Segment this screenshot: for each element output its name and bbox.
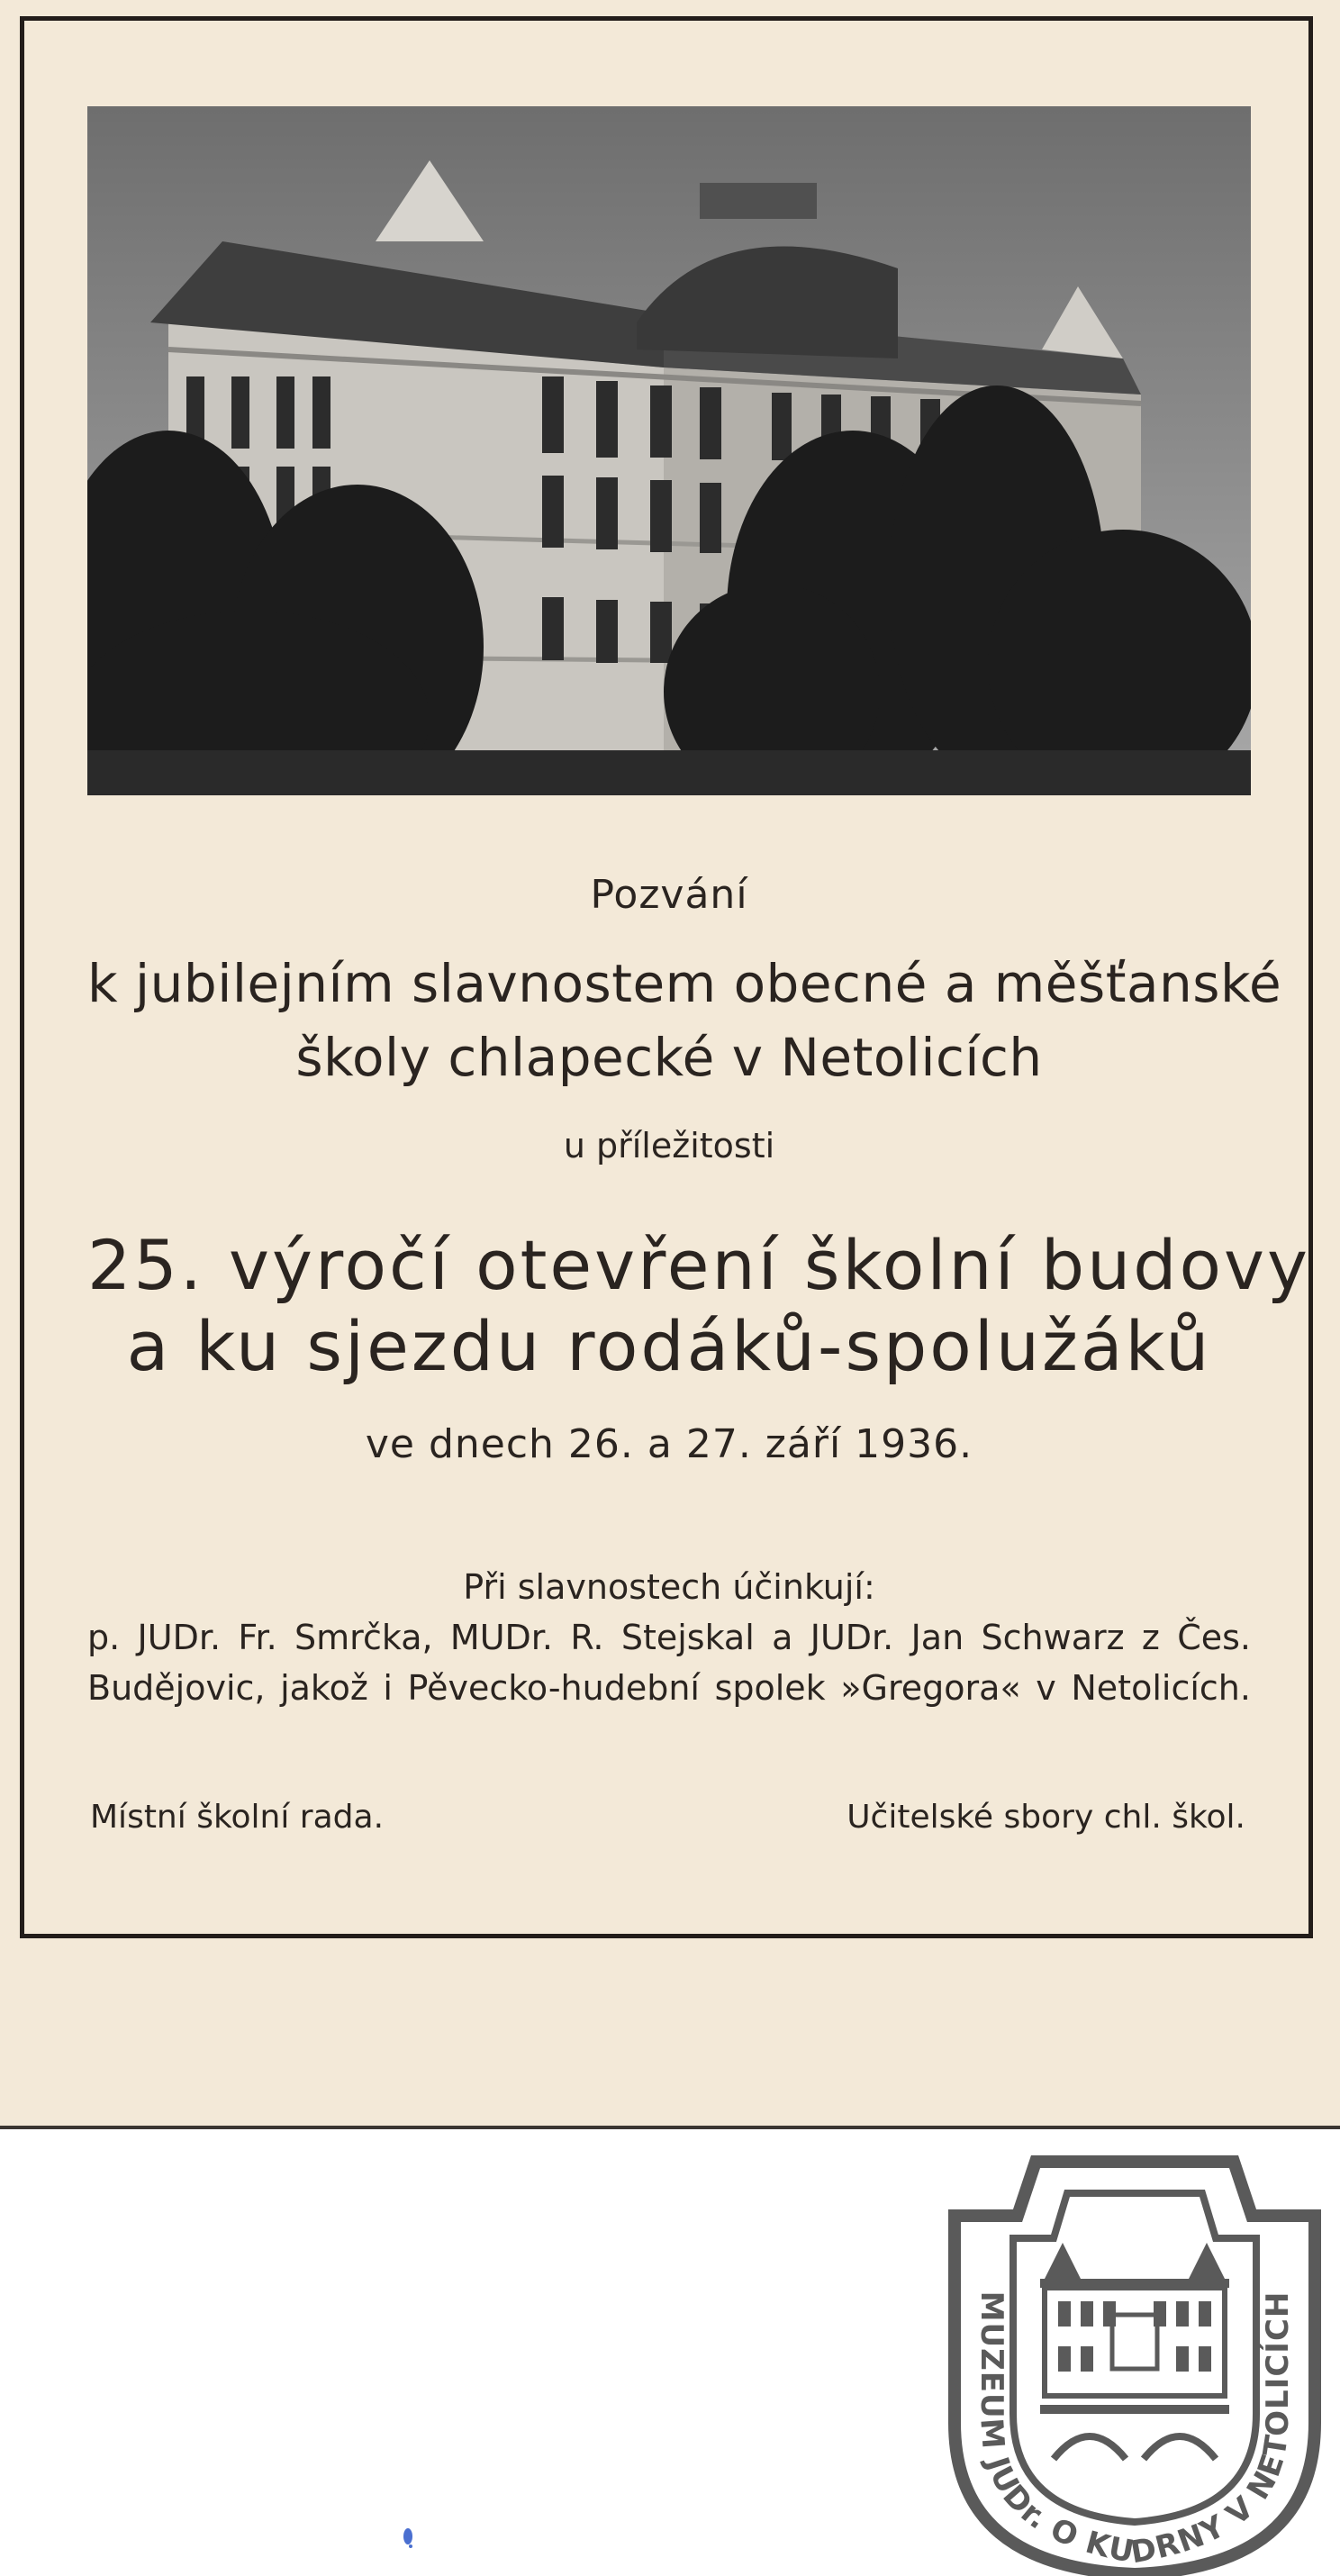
school-building-photo [87,106,1251,795]
anniversary-line-2: a ku sjezdu rodáků-spolužáků [126,1306,1212,1386]
word: Smrčka, [294,1618,433,1657]
word: JUDr. [137,1618,222,1657]
word: JUDr. [810,1618,894,1657]
word: i [383,1668,393,1708]
word: Budějovic, [87,1668,266,1708]
museum-stamp [928,2153,1340,2576]
word: Pěvecko-hudební [407,1668,700,1708]
word: v [1036,1668,1056,1708]
anniversary-line-1: 25. výročí otevření školní budovy [87,1225,1310,1305]
word: MUDr. [449,1618,553,1657]
word: spolek [714,1668,826,1708]
invitation-title-line-2: školy chlapecké v Netolicích [295,1027,1043,1088]
invitation-title-line-1: k jubilejním slavnostem obecné a měšťanské [87,953,1282,1014]
performers-heading: Při slavnostech účinkují: [463,1567,875,1607]
word: Stejskal [620,1618,755,1657]
word: Netolicích. [1071,1668,1251,1708]
invitation-heading: Pozvání [590,872,748,918]
ink-speck [402,2527,414,2549]
word: Jan [910,1618,964,1657]
performers-line-2 [87,1668,1251,1708]
word: »Gregora« [840,1668,1021,1708]
word: z [1141,1618,1160,1657]
word: Schwarz [981,1618,1125,1657]
word: Fr. [238,1618,277,1657]
word: p. [87,1618,121,1657]
occasion-line: u příležitosti [563,1126,775,1166]
word: a [772,1618,793,1657]
signature-school-council: Místní školní rada. [90,1799,385,1836]
performers-line-1 [87,1618,1251,1657]
word: jakož [280,1668,368,1708]
word: Čes. [1177,1618,1251,1657]
signature-teaching-staff: Učitelské sbory chl. škol. [847,1799,1245,1836]
event-date: ve dnech 26. a 27. září 1936. [365,1421,973,1467]
svg-text:MUZEUM JUDr. O KUDRNY V NETOLI: MUZEUM JUDr. O KUDRNY V NETOLICÍCH [973,2290,1296,2571]
word: R. [570,1618,604,1657]
